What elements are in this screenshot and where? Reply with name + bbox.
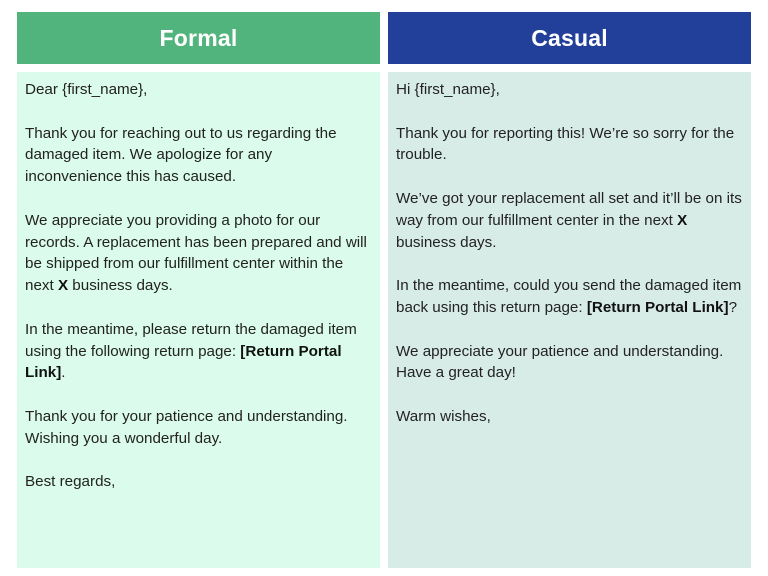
formal-paragraph-2 <box>25 210 372 297</box>
casual-paragraph-3 <box>396 275 743 319</box>
formal-paragraph-4: Thank you for your patience and understanding. Wishing you a wonderful day. <box>25 407 348 447</box>
casual-column <box>388 12 751 568</box>
formal-body <box>17 72 380 568</box>
formal-greeting: Dear {first_name}, <box>25 81 148 98</box>
casual-p3-end: ? <box>728 298 738 316</box>
formal-p3-end: . <box>61 364 66 382</box>
formal-p2-end: business days. <box>68 277 173 295</box>
casual-paragraph-2 <box>396 188 743 253</box>
formal-paragraph-3 <box>25 319 372 384</box>
formal-title: Formal <box>159 24 238 51</box>
casual-greeting: Hi {first_name}, <box>396 81 500 98</box>
formal-header <box>17 12 380 64</box>
formal-column <box>17 12 380 568</box>
casual-body <box>388 72 751 568</box>
formal-p2-text: We appreciate you providing a photo for our records. A replacement has been prepared and will be shipped from our fulfillment center within the next <box>25 211 367 295</box>
casual-return-portal-link: [Return Portal Link] <box>586 298 729 316</box>
formal-signoff: Best regards, <box>25 473 116 491</box>
casual-p2-end: business days. <box>396 233 497 251</box>
casual-signoff: Warm wishes, <box>396 407 491 425</box>
formal-return-portal-link: [Return Portal Link] <box>25 342 342 382</box>
casual-p3-text: In the meantime, could you send the damaged item back using this return page: <box>396 277 742 316</box>
casual-p2-text: We’ve got your replacement all set and it’ll be on its way from our fulfillment center in the next <box>396 189 742 229</box>
formal-p2-bold: X <box>57 277 69 295</box>
formal-paragraph-1: Thank you for reaching out to us regarding the damaged item. We apologize for any inconvenience this has caused. <box>25 124 337 186</box>
casual-header <box>388 12 751 64</box>
casual-paragraph-4: We appreciate your patience and understanding. Have a great day! <box>396 342 724 382</box>
formal-p3-text: In the meantime, please return the damaged item using the following return page: <box>25 320 357 360</box>
casual-p2-bold: X <box>677 211 688 229</box>
casual-paragraph-1: Thank you for reporting this! We’re so sorry for the trouble. <box>396 124 735 164</box>
casual-title: Casual <box>531 24 608 51</box>
